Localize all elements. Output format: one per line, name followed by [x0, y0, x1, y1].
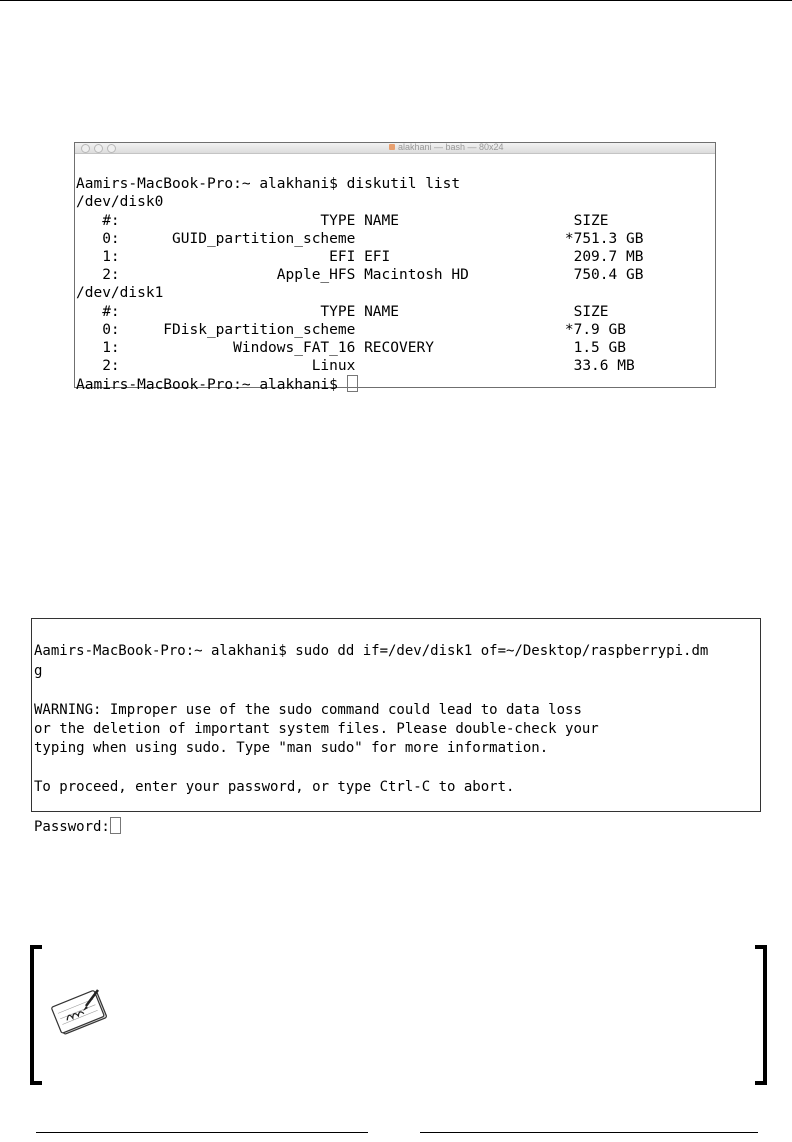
- window-title-text: alakhani — bash — 80x24: [398, 142, 504, 152]
- terminal-line: #: TYPE NAME SIZE: [76, 212, 609, 229]
- note-bracket-left: [30, 945, 42, 1085]
- home-folder-icon: [389, 144, 395, 150]
- text-cursor: [110, 817, 121, 834]
- terminal-output[interactable]: [75, 154, 715, 395]
- terminal-line: 2: Apple_HFS Macintosh HD 750.4 GB: [76, 267, 644, 284]
- note-bracket-right: [755, 945, 767, 1085]
- terminal-line: To proceed, enter your password, or type Ctrl-C to abort.: [34, 779, 515, 796]
- terminal-line: or the deletion of important system files. Please double-check your: [34, 721, 599, 738]
- terminal-line: 0: GUID_partition_scheme *751.3 GB: [76, 230, 644, 247]
- text-cursor: [347, 375, 358, 392]
- terminal-line: 2: Linux 33.6 MB: [76, 358, 635, 375]
- window-controls: [81, 144, 116, 153]
- password-line[interactable]: [34, 817, 760, 837]
- close-button[interactable]: [81, 144, 90, 153]
- top-rule: [0, 0, 792, 1]
- terminal-line: /dev/disk1: [76, 285, 164, 302]
- terminal-line: 1: Windows_FAT_16 RECOVERY 1.5 GB: [76, 340, 626, 357]
- footer-rule-left: [36, 1132, 368, 1133]
- terminal-window-diskutil[interactable]: [74, 142, 716, 394]
- terminal-line: 0: FDisk_partition_scheme *7.9 GB: [76, 321, 626, 338]
- minimize-button[interactable]: [94, 144, 103, 153]
- terminal-line: g: [34, 662, 43, 679]
- shell-prompt: Aamirs-MacBook-Pro:~ alakhani$: [76, 377, 347, 394]
- terminal-output[interactable]: [32, 619, 760, 837]
- terminal-line: 1: EFI EFI 209.7 MB: [76, 249, 644, 266]
- password-prompt: Password:: [34, 819, 110, 836]
- terminal-line: Aamirs-MacBook-Pro:~ alakhani$ sudo dd if=/dev/disk1 of=~/Desktop/raspberrypi.dm: [34, 643, 709, 660]
- zoom-button[interactable]: [107, 144, 116, 153]
- terminal-line: [34, 759, 760, 778]
- terminal-line: [34, 798, 760, 817]
- terminal-line: typing when using sudo. Type "man sudo" for more information.: [34, 740, 549, 757]
- terminal-window-dd[interactable]: [31, 618, 761, 836]
- terminal-line: [34, 681, 760, 700]
- footer-rule-right: [420, 1132, 758, 1133]
- window-title: [389, 142, 504, 152]
- notes-icon: [48, 984, 118, 1040]
- terminal-line: Aamirs-MacBook-Pro:~ alakhani$ diskutil list: [76, 176, 461, 193]
- terminal-line: WARNING: Improper use of the sudo command could lead to data loss: [34, 701, 582, 718]
- terminal-line: #: TYPE NAME SIZE: [76, 303, 609, 320]
- terminal-titlebar[interactable]: [75, 143, 715, 154]
- prompt-line[interactable]: [76, 375, 715, 394]
- terminal-line: /dev/disk0: [76, 194, 164, 211]
